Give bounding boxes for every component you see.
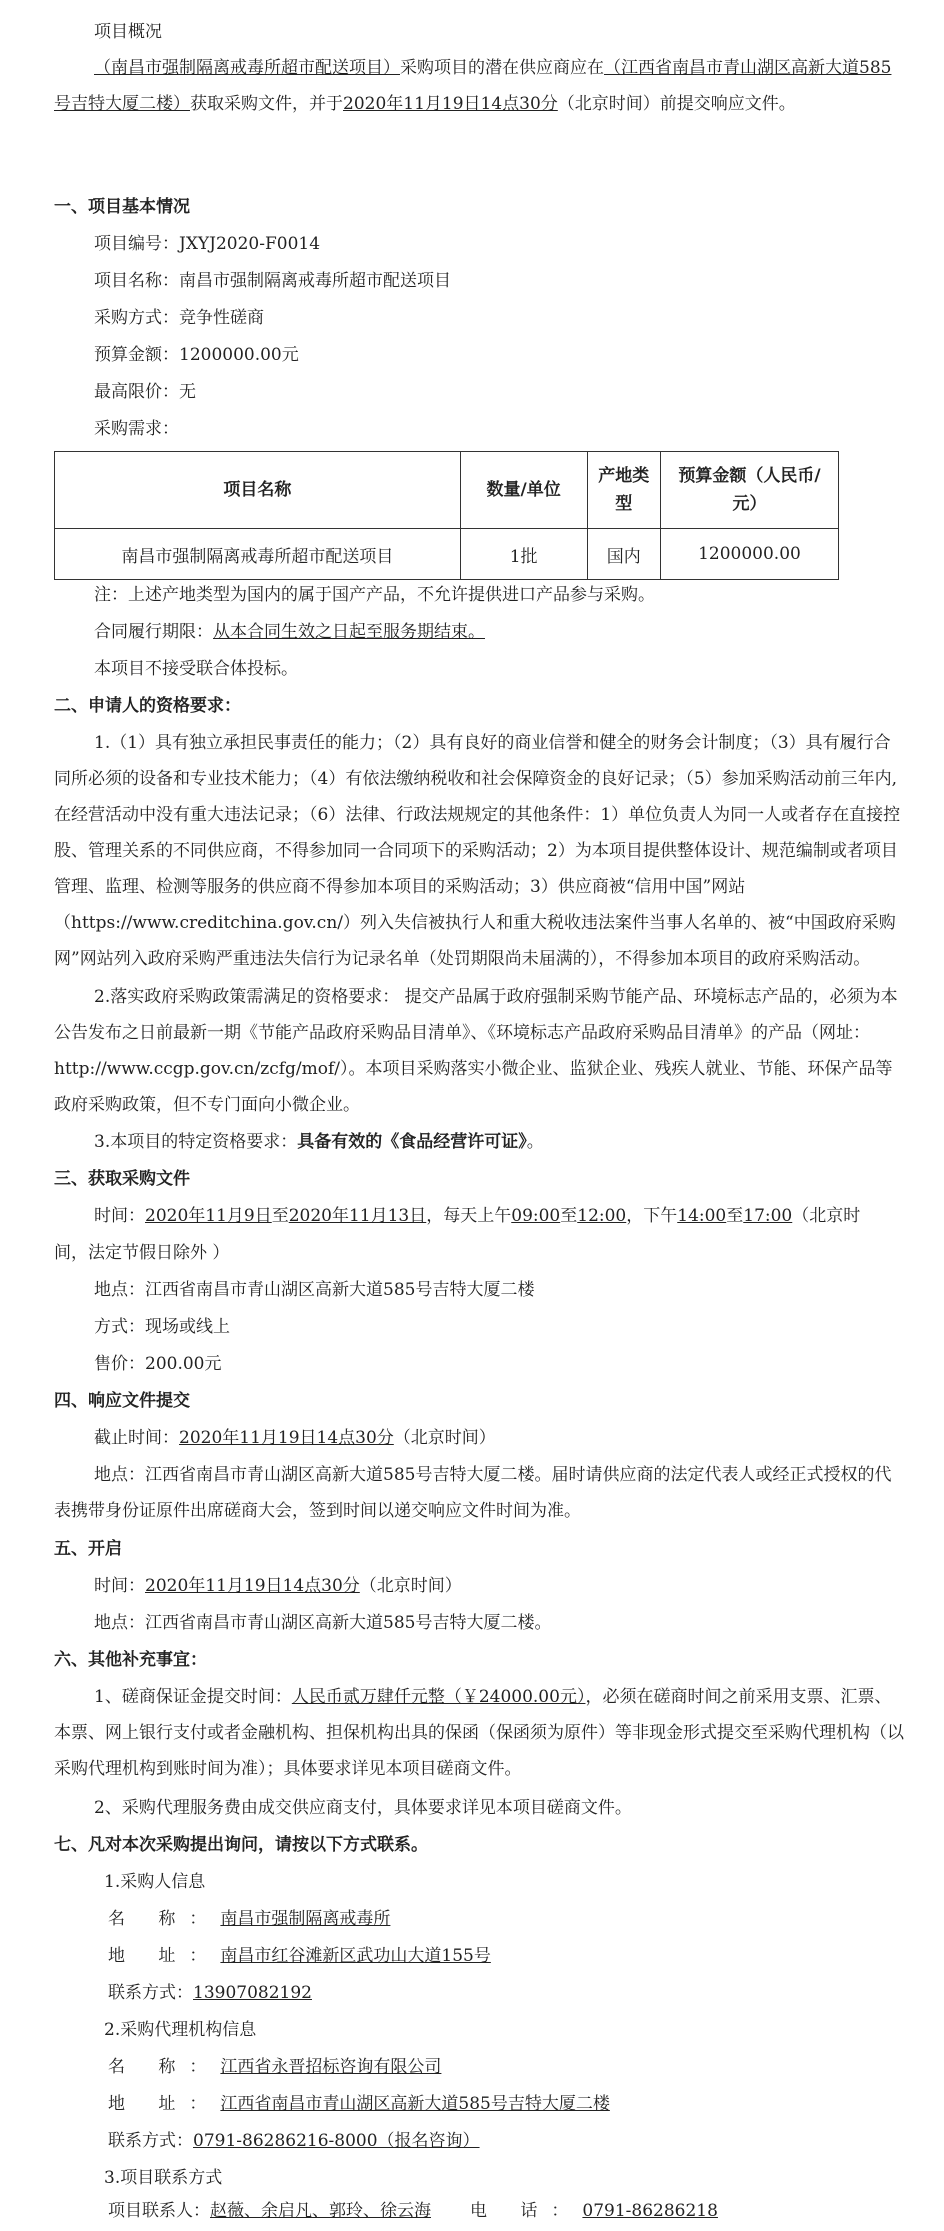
- qualification-1: 1.（1）具有独立承担民事责任的能力；（2）具有良好的商业信誉和健全的财务会计制度；（3）具有履行合同所必须的设备和专业技术能力；（4）有依法缴纳税收和社会保障资金的良好记录；（5）参加采购活动前三年内,在经营活动中没有重大违法记录；（6）法律、行政法规规定的其他条件：1）单位负责人为同一人或者存在直接控股、管理关系的不同供应商，不得参加同一合同项下的采购活动；2）为本项目提供整体设计、规范编制或者项目管理、监理、检测等服务的供应商不得参加本项目的采购活动；3）供应商被“信用中国”网站（https://www.creditchina.gov.cn/）列入失信被执行人和重大税收违法案件当事人名单的、被“中国政府采购网”网站列入政府采购严重违法失信行为记录名单（处罚期限尚未届满的），不得参加本项目的政府采购活动。: [54, 733, 901, 969]
- overview-text-3: （北京时间）前提交响应文件。: [557, 94, 796, 114]
- agent-name: 江西省永晋招标咨询有限公司: [220, 2057, 442, 2077]
- agent-address-row: [108, 2086, 610, 2122]
- acquire-pm-label: ，下午: [626, 1206, 678, 1226]
- agent-contact: 0791-86286216-8000（报名咨询）: [193, 2131, 480, 2151]
- buyer-address-label: 地 址：: [108, 1946, 221, 1966]
- max-price: 最高限价：无: [94, 382, 196, 402]
- project-person: 赵薇、余启凡、郭玲、徐云海: [210, 2201, 431, 2221]
- section-2-title: 二、申请人的资格要求：: [54, 696, 241, 716]
- overview-heading: 项目概况: [94, 22, 162, 42]
- acquire-time-line-2: 间，法定节假日除外 ）: [54, 1243, 230, 1263]
- budget-amount: 预算金额：1200000.00元: [94, 345, 299, 365]
- agent-name-label: 名 称：: [108, 2057, 221, 2077]
- td-quantity: 1批: [460, 529, 587, 580]
- opening-time-value: 2020年11月19日14点30分: [145, 1576, 360, 1596]
- td-project-name: 南昌市强制隔离戒毒所超市配送项目: [55, 529, 461, 580]
- agent-address: 江西省南昌市青山湖区高新大道585号吉特大厦二楼: [220, 2094, 610, 2114]
- submit-deadline: [94, 1420, 496, 1456]
- submit-place: 地点：江西省南昌市青山湖区高新大道585号吉特大厦二楼。届时请供应商的法定代表人或经正式授权的代表携带身份证原件出席磋商大会，签到时间以递交响应文件时间为准。: [54, 1465, 892, 1521]
- th-quantity: 数量/单位: [460, 452, 587, 529]
- project-person-label: 项目联系人：: [108, 2201, 210, 2221]
- project-phone: 0791-86286218: [582, 2201, 718, 2221]
- section-4-title: 四、响应文件提交: [54, 1391, 190, 1411]
- acquire-time: [94, 1198, 860, 1234]
- qualification-3-prefix: 3.本项目的特定资格要求：: [94, 1132, 298, 1152]
- overview-paragraph: [54, 50, 904, 122]
- section-5-title: 五、开启: [54, 1539, 122, 1559]
- opening-place: 地点：江西省南昌市青山湖区高新大道585号吉特大厦二楼。: [94, 1613, 552, 1633]
- th-project-name: 项目名称: [55, 452, 461, 529]
- deposit-amount: 人民币贰万肆仟元整（￥24000.00元）: [291, 1687, 586, 1707]
- td-budget: 1200000.00: [660, 529, 838, 580]
- project-phone-label: 电 话：: [470, 2201, 583, 2221]
- contract-period-label: 合同履行期限：: [94, 622, 213, 642]
- qualification-3-license: 具备有效的《食品经营许可证》: [297, 1132, 527, 1152]
- deposit-paragraph: [54, 1679, 904, 1787]
- acquire-am-end: 12:00: [577, 1206, 627, 1226]
- buyer-name-label: 名 称：: [108, 1909, 221, 1929]
- deposit-label: 1、磋商保证金提交时间：: [94, 1687, 292, 1707]
- opening-time-label: 时间：: [94, 1576, 145, 1596]
- acquire-end-date: 2020年11月13日: [288, 1206, 427, 1226]
- contract-period: [94, 614, 485, 650]
- submit-deadline-label: 截止时间：: [94, 1428, 179, 1448]
- buyer-contact-row: [108, 1975, 312, 2011]
- acquire-price: 售价：200.00元: [94, 1354, 222, 1374]
- section-6-title: 六、其他补充事宜：: [54, 1650, 207, 1670]
- acquire-mode: 方式：现场或线上: [94, 1317, 230, 1337]
- section-1-title: 一、项目基本情况: [54, 197, 190, 217]
- requirements-table: [54, 451, 839, 580]
- demand-label: 采购需求：: [94, 419, 179, 439]
- buyer-name: 南昌市强制隔离戒毒所: [220, 1909, 391, 1929]
- section-7-title: 七、凡对本次采购提出询问，请按以下方式联系。: [54, 1835, 428, 1855]
- overview-time: 2020年11月19日14点30分: [343, 94, 558, 114]
- acquire-pm-end: 17:00: [743, 1206, 793, 1226]
- opening-time-suffix: （北京时间）: [359, 1576, 462, 1596]
- procurement-method: 采购方式：竞争性磋商: [94, 308, 264, 328]
- origin-note: 注：上述产地类型为国内的属于国产产品，不允许提供进口产品参与采购。: [94, 585, 655, 605]
- acquire-start-date: 2020年11月9日: [145, 1206, 272, 1226]
- contract-period-value: 从本合同生效之日起至服务期结束。: [213, 622, 485, 642]
- th-budget: 预算金额（人民币/元）: [660, 452, 838, 529]
- project-name: 项目名称：南昌市强制隔离戒毒所超市配送项目: [94, 271, 451, 291]
- agent-address-label: 地 址：: [108, 2094, 221, 2114]
- section-3-title: 三、获取采购文件: [54, 1169, 190, 1189]
- no-consortium: 本项目不接受联合体投标。: [94, 659, 298, 679]
- buyer-address-row: [108, 1938, 491, 1974]
- overview-location: （江西省南昌市青山湖区高新大道585号吉特大厦二楼）: [54, 58, 892, 114]
- acquire-place: 地点：江西省南昌市青山湖区高新大道585号吉特大厦二楼: [94, 1280, 535, 1300]
- th-origin: 产地类型: [587, 452, 660, 529]
- buyer-name-row: [108, 1901, 390, 1937]
- acquire-am-start: 09:00: [511, 1206, 561, 1226]
- acquire-time-label: 时间：: [94, 1206, 145, 1226]
- acquire-am-label: ，每天上午: [426, 1206, 512, 1226]
- qualification-2: 2.落实政府采购政策需满足的资格要求： 提交产品属于政府强制采购节能产品、环境标志产品的，必须为本公告发布之日前最新一期《节能产品政府采购品目清单》、《环境标志产品政府采购品目清单》的产品（网址：http://www.ccgp.gov.cn/zcfg/mof/）。本项目采购落实小微企业、监狱企业、残疾人就业、节能、环保产品等政府采购政策，但不专门面向小微企业。: [54, 987, 898, 1115]
- overview-text-1: 采购项目的潜在供应商应在: [400, 58, 604, 78]
- project-person-row: [108, 2193, 431, 2229]
- acquire-to: 至: [271, 1206, 289, 1226]
- submit-deadline-value: 2020年11月19日14点30分: [179, 1428, 394, 1448]
- agent-name-row: [108, 2049, 441, 2085]
- agency-fee: 2、采购代理服务费由成交供应商支付，具体要求详见本项目磋商文件。: [94, 1798, 632, 1818]
- opening-time: [94, 1568, 462, 1604]
- agent-info-title: 2.采购代理机构信息: [104, 2020, 257, 2040]
- table-row: [55, 529, 839, 580]
- qualification-3-suffix: 。: [526, 1132, 544, 1152]
- submit-deadline-suffix: （北京时间）: [393, 1428, 496, 1448]
- deposit-rest: ，必须在磋商时间之前采用支票、汇票、本票、网上银行支付或者金融机构、担保机构出具的保函（保函须为原件）等非现金形式提交至采购代理机构（以采购代理机构到账时间为准）；具体要求详见本项目磋商文件。: [54, 1687, 904, 1779]
- td-origin: 国内: [587, 529, 660, 580]
- acquire-time-suffix: （北京时: [792, 1206, 861, 1226]
- acquire-pm-start: 14:00: [677, 1206, 727, 1226]
- buyer-address: 南昌市红谷滩新区武功山大道155号: [220, 1946, 491, 1966]
- buyer-contact-label: 联系方式：: [108, 1983, 193, 2003]
- agent-contact-row: [108, 2123, 480, 2159]
- overview-text-2: 获取采购文件，并于: [190, 94, 343, 114]
- buyer-info-title: 1.采购人信息: [104, 1872, 206, 1892]
- project-phone-row: [470, 2193, 718, 2229]
- table-header-row: [55, 452, 839, 529]
- project-contact-title: 3.项目联系方式: [104, 2168, 223, 2188]
- overview-project: （南昌市强制隔离戒毒所超市配送项目）: [94, 58, 400, 78]
- project-number: 项目编号：JXYJ2020-F0014: [94, 234, 321, 254]
- buyer-contact: 13907082192: [193, 1983, 312, 2003]
- agent-contact-label: 联系方式：: [108, 2131, 193, 2151]
- qualification-3: [94, 1124, 544, 1160]
- acquire-to-3: 至: [726, 1206, 744, 1226]
- acquire-to-2: 至: [560, 1206, 578, 1226]
